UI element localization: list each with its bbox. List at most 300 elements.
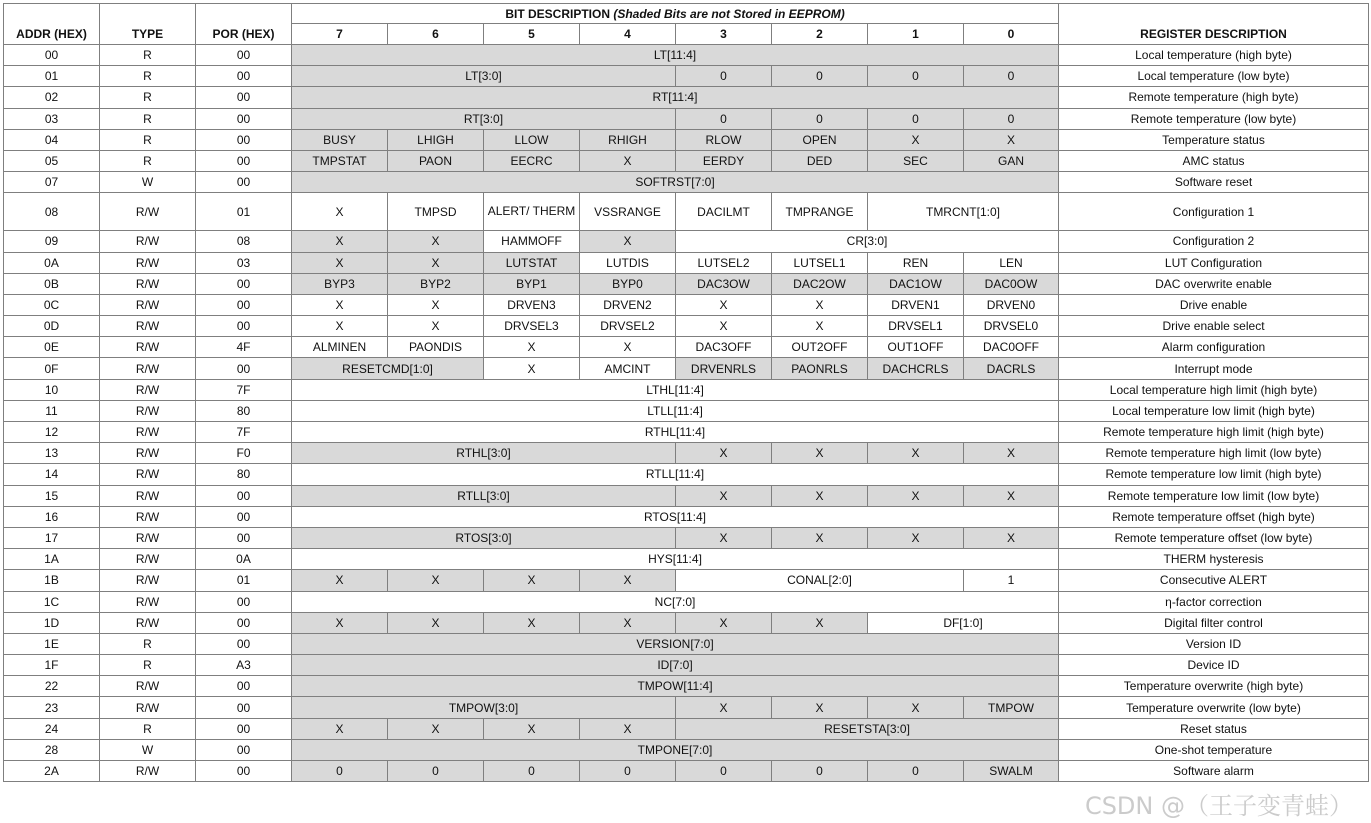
addr-cell: 28	[4, 739, 100, 760]
bit-field-cell: EERDY	[676, 150, 772, 171]
bit-field-cell: LT[11:4]	[292, 45, 1059, 66]
register-description-cell: Local temperature (low byte)	[1059, 66, 1369, 87]
table-row	[4, 172, 1369, 193]
bit-field-cell: 0	[580, 761, 676, 782]
por-cell: F0	[196, 443, 292, 464]
por-cell: 00	[196, 108, 292, 129]
bit-field-cell: SEC	[868, 150, 964, 171]
bit-field-cell: HYS[11:4]	[292, 549, 1059, 570]
type-cell: R/W	[100, 294, 196, 315]
table-row	[4, 718, 1369, 739]
bit-field-cell: 0	[388, 761, 484, 782]
register-map-table	[3, 3, 1369, 782]
header-bit-6: 6	[388, 24, 484, 45]
bit-field-cell: CR[3:0]	[676, 231, 1059, 252]
por-cell: 00	[196, 633, 292, 654]
bit-field-cell: X	[964, 443, 1059, 464]
bit-field-cell: X	[676, 612, 772, 633]
por-cell: 00	[196, 485, 292, 506]
register-description-cell: Remote temperature (low byte)	[1059, 108, 1369, 129]
bit-field-cell: TMPOW[3:0]	[292, 697, 676, 718]
por-cell: 00	[196, 697, 292, 718]
por-cell: 08	[196, 231, 292, 252]
bit-field-cell: DRVEN3	[484, 294, 580, 315]
bit-field-cell: DRVENRLS	[676, 358, 772, 379]
bit-field-cell: X	[484, 718, 580, 739]
bit-field-cell: 0	[772, 66, 868, 87]
bit-field-cell: ID[7:0]	[292, 655, 1059, 676]
type-cell: R	[100, 150, 196, 171]
type-cell: R/W	[100, 570, 196, 591]
bit-field-cell: RTOS[3:0]	[292, 527, 676, 548]
bit-field-cell: X	[676, 697, 772, 718]
bit-field-cell: X	[964, 485, 1059, 506]
bit-field-cell: RTHL[3:0]	[292, 443, 676, 464]
bit-field-cell: X	[868, 527, 964, 548]
bit-field-cell: BUSY	[292, 129, 388, 150]
bit-field-cell: DAC3OW	[676, 273, 772, 294]
type-cell: R/W	[100, 358, 196, 379]
bit-field-cell: VERSION[7:0]	[292, 633, 1059, 654]
table-row	[4, 66, 1369, 87]
table-row	[4, 422, 1369, 443]
table-row	[4, 316, 1369, 337]
table-row	[4, 612, 1369, 633]
type-cell: R/W	[100, 273, 196, 294]
table-row	[4, 150, 1369, 171]
bit-field-cell: X	[292, 193, 388, 231]
por-cell: 00	[196, 358, 292, 379]
addr-cell: 14	[4, 464, 100, 485]
table-row	[4, 655, 1369, 676]
bit-field-cell: DAC3OFF	[676, 337, 772, 358]
table-row	[4, 443, 1369, 464]
type-cell: R/W	[100, 443, 196, 464]
register-description-cell: Remote temperature offset (low byte)	[1059, 527, 1369, 548]
bit-field-cell: X	[676, 527, 772, 548]
register-description-cell: Configuration 2	[1059, 231, 1369, 252]
por-cell: 80	[196, 464, 292, 485]
bit-field-cell: TMPSD	[388, 193, 484, 231]
bit-field-cell: X	[484, 358, 580, 379]
bit-field-cell: TMPONE[7:0]	[292, 739, 1059, 760]
addr-cell: 00	[4, 45, 100, 66]
register-description-cell: Local temperature low limit (high byte)	[1059, 400, 1369, 421]
bit-field-cell: X	[388, 316, 484, 337]
table-row	[4, 761, 1369, 782]
table-row	[4, 108, 1369, 129]
type-cell: R/W	[100, 485, 196, 506]
bit-field-cell: X	[388, 252, 484, 273]
bit-field-cell: PAON	[388, 150, 484, 171]
type-cell: R	[100, 108, 196, 129]
por-cell: 00	[196, 591, 292, 612]
bit-field-cell: DRVSEL1	[868, 316, 964, 337]
bit-description-note: (Shaded Bits are not Stored in EEPROM)	[613, 6, 845, 21]
type-cell: R	[100, 633, 196, 654]
bit-field-cell: DRVSEL2	[580, 316, 676, 337]
header-bit-5: 5	[484, 24, 580, 45]
table-row	[4, 527, 1369, 548]
header-bit-4: 4	[580, 24, 676, 45]
bit-field-cell: LTLL[11:4]	[292, 400, 1059, 421]
addr-cell: 23	[4, 697, 100, 718]
bit-field-cell: OUT1OFF	[868, 337, 964, 358]
addr-cell: 17	[4, 527, 100, 548]
por-cell: 00	[196, 45, 292, 66]
register-description-cell: DAC overwrite enable	[1059, 273, 1369, 294]
register-description-cell: LUT Configuration	[1059, 252, 1369, 273]
table-row	[4, 485, 1369, 506]
header-addr: ADDR (HEX)	[4, 4, 100, 45]
register-description-cell: Device ID	[1059, 655, 1369, 676]
por-cell: 7F	[196, 379, 292, 400]
bit-field-cell: RESETCMD[1:0]	[292, 358, 484, 379]
por-cell: 4F	[196, 337, 292, 358]
bit-field-cell: DAC0OW	[964, 273, 1059, 294]
bit-field-cell: EECRC	[484, 150, 580, 171]
register-description-cell: Remote temperature high limit (high byte)	[1059, 422, 1369, 443]
bit-field-cell: DACILMT	[676, 193, 772, 231]
bit-field-cell: X	[676, 294, 772, 315]
bit-field-cell: X	[772, 697, 868, 718]
por-cell: 00	[196, 739, 292, 760]
bit-field-cell: LHIGH	[388, 129, 484, 150]
table-row	[4, 252, 1369, 273]
addr-cell: 07	[4, 172, 100, 193]
addr-cell: 01	[4, 66, 100, 87]
por-cell: 00	[196, 718, 292, 739]
bit-field-cell: X	[580, 718, 676, 739]
bit-field-cell: X	[484, 337, 580, 358]
bit-field-cell: DRVSEL0	[964, 316, 1059, 337]
bit-field-cell: RHIGH	[580, 129, 676, 150]
por-cell: 00	[196, 676, 292, 697]
register-description-cell: Temperature overwrite (low byte)	[1059, 697, 1369, 718]
por-cell: 00	[196, 273, 292, 294]
por-cell: 00	[196, 506, 292, 527]
type-cell: R/W	[100, 506, 196, 527]
bit-field-cell: HAMMOFF	[484, 231, 580, 252]
type-cell: R	[100, 718, 196, 739]
addr-cell: 08	[4, 193, 100, 231]
type-cell: R	[100, 87, 196, 108]
bit-field-cell: PAONRLS	[772, 358, 868, 379]
bit-field-cell: X	[676, 316, 772, 337]
bit-field-cell: DAC2OW	[772, 273, 868, 294]
por-cell: 03	[196, 252, 292, 273]
register-description-cell: Digital filter control	[1059, 612, 1369, 633]
bit-field-cell: 1	[964, 570, 1059, 591]
bit-field-cell: LTHL[11:4]	[292, 379, 1059, 400]
bit-field-cell: LLOW	[484, 129, 580, 150]
bit-field-cell: X	[868, 443, 964, 464]
type-cell: R/W	[100, 697, 196, 718]
por-cell: 00	[196, 612, 292, 633]
addr-cell: 04	[4, 129, 100, 150]
bit-field-cell: DACRLS	[964, 358, 1059, 379]
type-cell: R	[100, 129, 196, 150]
bit-field-cell: RTOS[11:4]	[292, 506, 1059, 527]
por-cell: 00	[196, 527, 292, 548]
register-description-cell: Reset status	[1059, 718, 1369, 739]
bit-field-cell: LUTSEL1	[772, 252, 868, 273]
bit-field-cell: X	[772, 316, 868, 337]
type-cell: R/W	[100, 252, 196, 273]
bit-field-cell: X	[868, 485, 964, 506]
bit-field-cell: 0	[868, 761, 964, 782]
bit-field-cell: AMCINT	[580, 358, 676, 379]
register-description-cell: Remote temperature low limit (high byte)	[1059, 464, 1369, 485]
bit-field-cell: PAONDIS	[388, 337, 484, 358]
table-row	[4, 193, 1369, 231]
header-type: TYPE	[100, 4, 196, 45]
bit-field-cell: 0	[292, 761, 388, 782]
por-cell: 7F	[196, 422, 292, 443]
bit-field-cell: X	[580, 612, 676, 633]
type-cell: R	[100, 66, 196, 87]
addr-cell: 0D	[4, 316, 100, 337]
type-cell: R/W	[100, 527, 196, 548]
bit-field-cell: 0	[868, 66, 964, 87]
addr-cell: 1D	[4, 612, 100, 633]
addr-cell: 1F	[4, 655, 100, 676]
por-cell: 01	[196, 570, 292, 591]
addr-cell: 0C	[4, 294, 100, 315]
addr-cell: 15	[4, 485, 100, 506]
type-cell: R/W	[100, 193, 196, 231]
type-cell: R	[100, 45, 196, 66]
type-cell: R/W	[100, 591, 196, 612]
addr-cell: 1A	[4, 549, 100, 570]
bit-field-cell: DRVEN2	[580, 294, 676, 315]
bit-field-cell: X	[580, 150, 676, 171]
bit-field-cell: X	[580, 570, 676, 591]
bit-field-cell: TMPOW	[964, 697, 1059, 718]
bit-field-cell: X	[484, 612, 580, 633]
bit-field-cell: SWALM	[964, 761, 1059, 782]
bit-field-cell: X	[484, 570, 580, 591]
header-bit-7: 7	[292, 24, 388, 45]
addr-cell: 0B	[4, 273, 100, 294]
register-description-cell: Alarm configuration	[1059, 337, 1369, 358]
register-description-cell: Consecutive ALERT	[1059, 570, 1369, 591]
bit-field-cell: RLOW	[676, 129, 772, 150]
bit-field-cell: GAN	[964, 150, 1059, 171]
bit-field-cell: RT[3:0]	[292, 108, 676, 129]
register-description-cell: One-shot temperature	[1059, 739, 1369, 760]
type-cell: R	[100, 655, 196, 676]
bit-field-cell: RT[11:4]	[292, 87, 1059, 108]
type-cell: R/W	[100, 400, 196, 421]
table-row	[4, 633, 1369, 654]
addr-cell: 02	[4, 87, 100, 108]
bit-field-cell: TMPSTAT	[292, 150, 388, 171]
register-description-cell: THERM hysteresis	[1059, 549, 1369, 570]
bit-field-cell: REN	[868, 252, 964, 273]
type-cell: R/W	[100, 316, 196, 337]
bit-field-cell: X	[868, 697, 964, 718]
bit-field-cell: NC[7:0]	[292, 591, 1059, 612]
bit-field-cell: RTHL[11:4]	[292, 422, 1059, 443]
register-description-cell: Temperature status	[1059, 129, 1369, 150]
register-description-cell: Interrupt mode	[1059, 358, 1369, 379]
bit-field-cell: DED	[772, 150, 868, 171]
bit-field-cell: RTLL[3:0]	[292, 485, 676, 506]
addr-cell: 1C	[4, 591, 100, 612]
table-row	[4, 337, 1369, 358]
bit-field-cell: DRVEN1	[868, 294, 964, 315]
header-bit-description	[292, 4, 1059, 24]
bit-field-cell: X	[772, 443, 868, 464]
bit-field-cell: BYP1	[484, 273, 580, 294]
bit-field-cell: OPEN	[772, 129, 868, 150]
bit-field-cell: X	[772, 485, 868, 506]
bit-field-cell: X	[964, 527, 1059, 548]
table-row	[4, 697, 1369, 718]
bit-field-cell: TMPRANGE	[772, 193, 868, 231]
table-row	[4, 379, 1369, 400]
bit-field-cell: ALERT/ THERM	[484, 193, 580, 231]
bit-field-cell: DAC0OFF	[964, 337, 1059, 358]
bit-field-cell: 0	[964, 108, 1059, 129]
type-cell: R/W	[100, 612, 196, 633]
bit-field-cell: RESETSTA[3:0]	[676, 718, 1059, 739]
register-description-cell: Version ID	[1059, 633, 1369, 654]
addr-cell: 0E	[4, 337, 100, 358]
register-description-cell: Local temperature (high byte)	[1059, 45, 1369, 66]
bit-field-cell: BYP3	[292, 273, 388, 294]
bit-field-cell: 0	[676, 66, 772, 87]
register-description-cell: Remote temperature low limit (low byte)	[1059, 485, 1369, 506]
bit-field-cell: X	[868, 129, 964, 150]
table-row	[4, 464, 1369, 485]
addr-cell: 1B	[4, 570, 100, 591]
bit-field-cell: X	[292, 316, 388, 337]
bit-field-cell: X	[388, 231, 484, 252]
bit-field-cell: X	[292, 231, 388, 252]
bit-field-cell: SOFTRST[7:0]	[292, 172, 1059, 193]
addr-cell: 1E	[4, 633, 100, 654]
table-row	[4, 676, 1369, 697]
type-cell: R/W	[100, 549, 196, 570]
bit-field-cell: X	[772, 527, 868, 548]
table-row	[4, 400, 1369, 421]
bit-field-cell: DAC1OW	[868, 273, 964, 294]
register-description-cell: Remote temperature (high byte)	[1059, 87, 1369, 108]
bit-field-cell: X	[772, 612, 868, 633]
addr-cell: 12	[4, 422, 100, 443]
bit-field-cell: X	[292, 294, 388, 315]
bit-field-cell: X	[676, 443, 772, 464]
bit-field-cell: BYP2	[388, 273, 484, 294]
register-description-cell: AMC status	[1059, 150, 1369, 171]
bit-field-cell: 0	[676, 761, 772, 782]
register-description-cell: η-factor correction	[1059, 591, 1369, 612]
bit-description-title: BIT DESCRIPTION	[505, 6, 610, 21]
por-cell: 00	[196, 294, 292, 315]
table-row	[4, 549, 1369, 570]
table-row	[4, 506, 1369, 527]
bit-field-cell: X	[676, 485, 772, 506]
por-cell: 01	[196, 193, 292, 231]
por-cell: 00	[196, 150, 292, 171]
bit-field-cell: X	[292, 718, 388, 739]
bit-field-cell: X	[964, 129, 1059, 150]
addr-cell: 0A	[4, 252, 100, 273]
type-cell: R/W	[100, 464, 196, 485]
addr-cell: 05	[4, 150, 100, 171]
register-description-cell: Temperature overwrite (high byte)	[1059, 676, 1369, 697]
bit-field-cell: BYP0	[580, 273, 676, 294]
addr-cell: 16	[4, 506, 100, 527]
bit-field-cell: ALMINEN	[292, 337, 388, 358]
watermark: CSDN @（王子变青蛙）	[1084, 792, 1353, 820]
register-description-cell: Remote temperature offset (high byte)	[1059, 506, 1369, 527]
por-cell: 00	[196, 761, 292, 782]
addr-cell: 03	[4, 108, 100, 129]
type-cell: R/W	[100, 231, 196, 252]
table-row	[4, 570, 1369, 591]
type-cell: R/W	[100, 761, 196, 782]
header-por: POR (HEX)	[196, 4, 292, 45]
type-cell: W	[100, 172, 196, 193]
type-cell: W	[100, 739, 196, 760]
bit-field-cell: DF[1:0]	[868, 612, 1059, 633]
bit-field-cell: LT[3:0]	[292, 66, 676, 87]
bit-field-cell: TMPOW[11:4]	[292, 676, 1059, 697]
bit-field-cell: VSSRANGE	[580, 193, 676, 231]
type-cell: R/W	[100, 422, 196, 443]
header-bit-2: 2	[772, 24, 868, 45]
bit-field-cell: DRVEN0	[964, 294, 1059, 315]
addr-cell: 0F	[4, 358, 100, 379]
bit-field-cell: 0	[772, 108, 868, 129]
header-register-description: REGISTER DESCRIPTION	[1059, 4, 1369, 45]
bit-field-cell: X	[292, 612, 388, 633]
table-row	[4, 87, 1369, 108]
header-bit-0: 0	[964, 24, 1059, 45]
addr-cell: 10	[4, 379, 100, 400]
bit-field-cell: X	[388, 294, 484, 315]
bit-field-cell: X	[292, 570, 388, 591]
bit-field-cell: 0	[676, 108, 772, 129]
bit-field-cell: X	[388, 612, 484, 633]
addr-cell: 11	[4, 400, 100, 421]
type-cell: R/W	[100, 676, 196, 697]
por-cell: 00	[196, 316, 292, 337]
bit-field-cell: 0	[484, 761, 580, 782]
register-description-cell: Drive enable select	[1059, 316, 1369, 337]
bit-field-cell: 0	[964, 66, 1059, 87]
table-row	[4, 231, 1369, 252]
addr-cell: 13	[4, 443, 100, 464]
register-description-cell: Software alarm	[1059, 761, 1369, 782]
type-cell: R/W	[100, 379, 196, 400]
bit-field-cell: RTLL[11:4]	[292, 464, 1059, 485]
por-cell: 00	[196, 66, 292, 87]
por-cell: 0A	[196, 549, 292, 570]
addr-cell: 2A	[4, 761, 100, 782]
table-row	[4, 358, 1369, 379]
por-cell: 00	[196, 87, 292, 108]
bit-field-cell: LEN	[964, 252, 1059, 273]
bit-field-cell: 0	[868, 108, 964, 129]
bit-field-cell: X	[388, 570, 484, 591]
bit-field-cell: TMRCNT[1:0]	[868, 193, 1059, 231]
register-description-cell: Local temperature high limit (high byte)	[1059, 379, 1369, 400]
table-row	[4, 591, 1369, 612]
